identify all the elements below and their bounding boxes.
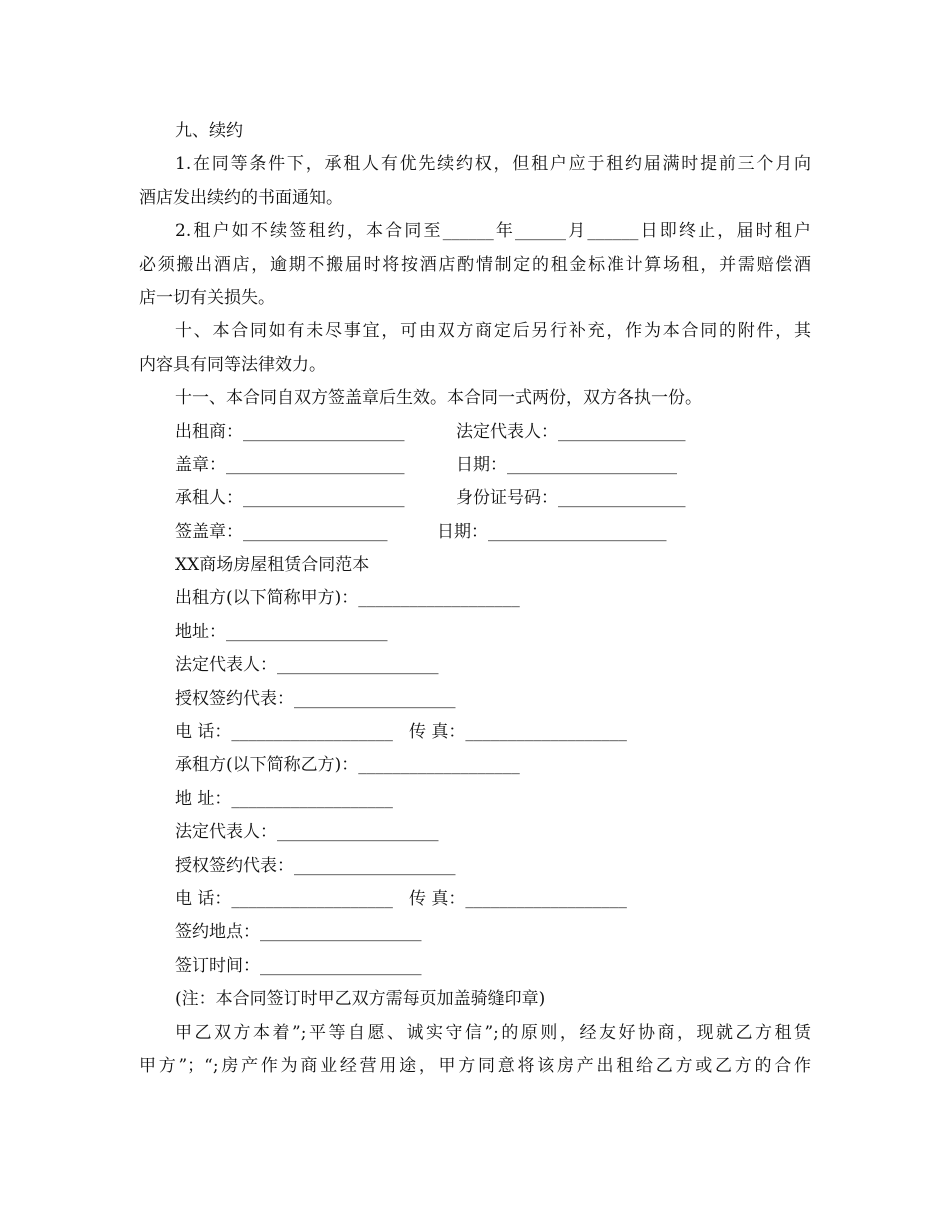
section-9-item-2-line-3: 店一切有关损失。 xyxy=(139,287,275,308)
section-11: 十一、本合同自双方签盖章后生效。本合同一式两份，双方各执一份。 xyxy=(175,388,702,409)
seal-note: (注：本合同签订时甲乙双方需每页加盖骑缝印章) xyxy=(175,989,546,1010)
intro-line-1: 甲乙双方本着”;平等自愿、诚实守信”;的原则，经友好协商，现就乙方租赁 xyxy=(175,1022,811,1043)
lessor-field: 出租方(以下简称甲方)：___________________ xyxy=(175,588,520,609)
lessee-contact-row xyxy=(139,883,811,916)
sign-time-field: 签订时间：___________________ xyxy=(175,955,422,976)
signature-row-lessor xyxy=(139,416,811,449)
section-10-line-1: 十、本合同如有未尽事宜，可由双方商定后另行补充，作为本合同的附件，其 xyxy=(175,321,811,342)
date-field: 日期：____________________ xyxy=(456,454,677,475)
lessee-address-field: 地 址：___________________ xyxy=(175,788,393,809)
id-number-field: 身份证号码：_______________ xyxy=(456,488,686,509)
lessor-auth-rep-field: 授权签约代表：___________________ xyxy=(175,688,456,709)
lessee-seal-field: 签盖章：_________________ xyxy=(175,521,388,542)
signature-row-lessee xyxy=(139,482,811,515)
document-body xyxy=(139,115,811,1083)
intro-line-2: 甲方”；“;房产作为商业经营用途，甲方同意将该房产出租给乙方或乙方的合作 xyxy=(139,1055,811,1076)
lessee-fax-field: 传 真：___________________ xyxy=(409,888,627,909)
lessee-legal-rep-field: 法定代表人：___________________ xyxy=(175,822,439,843)
section-9-title: 九、续约 xyxy=(175,121,243,141)
template-title: XX商场房屋租赁合同范本 xyxy=(175,555,370,576)
lessor-address-field: 地址：___________________ xyxy=(175,621,388,642)
section-9-item-2-line-1: 2.租户如不续签租约，本合同至______年______月______日即终止，届时租户 xyxy=(175,221,811,242)
lessee-auth-rep-field: 授权签约代表：___________________ xyxy=(175,855,456,876)
signature-row-lessee-seal xyxy=(139,516,811,549)
lessee-signature-field: 承租人：___________________ xyxy=(175,488,405,509)
legal-rep-signature-field: 法定代表人：_______________ xyxy=(456,421,686,442)
lessee-date-field: 日期：_____________________ xyxy=(437,521,667,542)
seal-field: 盖章：_____________________ xyxy=(175,454,405,475)
section-9-item-2-line-2: 必须搬出酒店，逾期不搬届时将按酒店酌情制定的租金标准计算场租，并需赔偿酒 xyxy=(139,254,811,275)
lessor-fax-field: 传 真：___________________ xyxy=(409,722,627,743)
section-9-item-1-line-1: 1.在同等条件下，承租人有优先续约权，但租户应于租约届满时提前三个月向 xyxy=(175,154,811,175)
lessor-phone-field: 电 话：___________________ xyxy=(175,722,393,743)
signature-row-seal xyxy=(139,449,811,482)
lessor-contact-row xyxy=(139,716,811,749)
lessor-legal-rep-field: 法定代表人：___________________ xyxy=(175,655,439,676)
lessee-field: 承租方(以下简称乙方)：___________________ xyxy=(175,755,520,776)
section-10-line-2: 内容具有同等法律效力。 xyxy=(139,354,326,375)
section-9-item-1-line-2: 酒店发出续约的书面通知。 xyxy=(139,187,343,208)
lessee-phone-field: 电 话：___________________ xyxy=(175,888,393,909)
lessor-signature-field: 出租商：___________________ xyxy=(175,421,405,442)
sign-place-field: 签约地点：___________________ xyxy=(175,922,422,943)
